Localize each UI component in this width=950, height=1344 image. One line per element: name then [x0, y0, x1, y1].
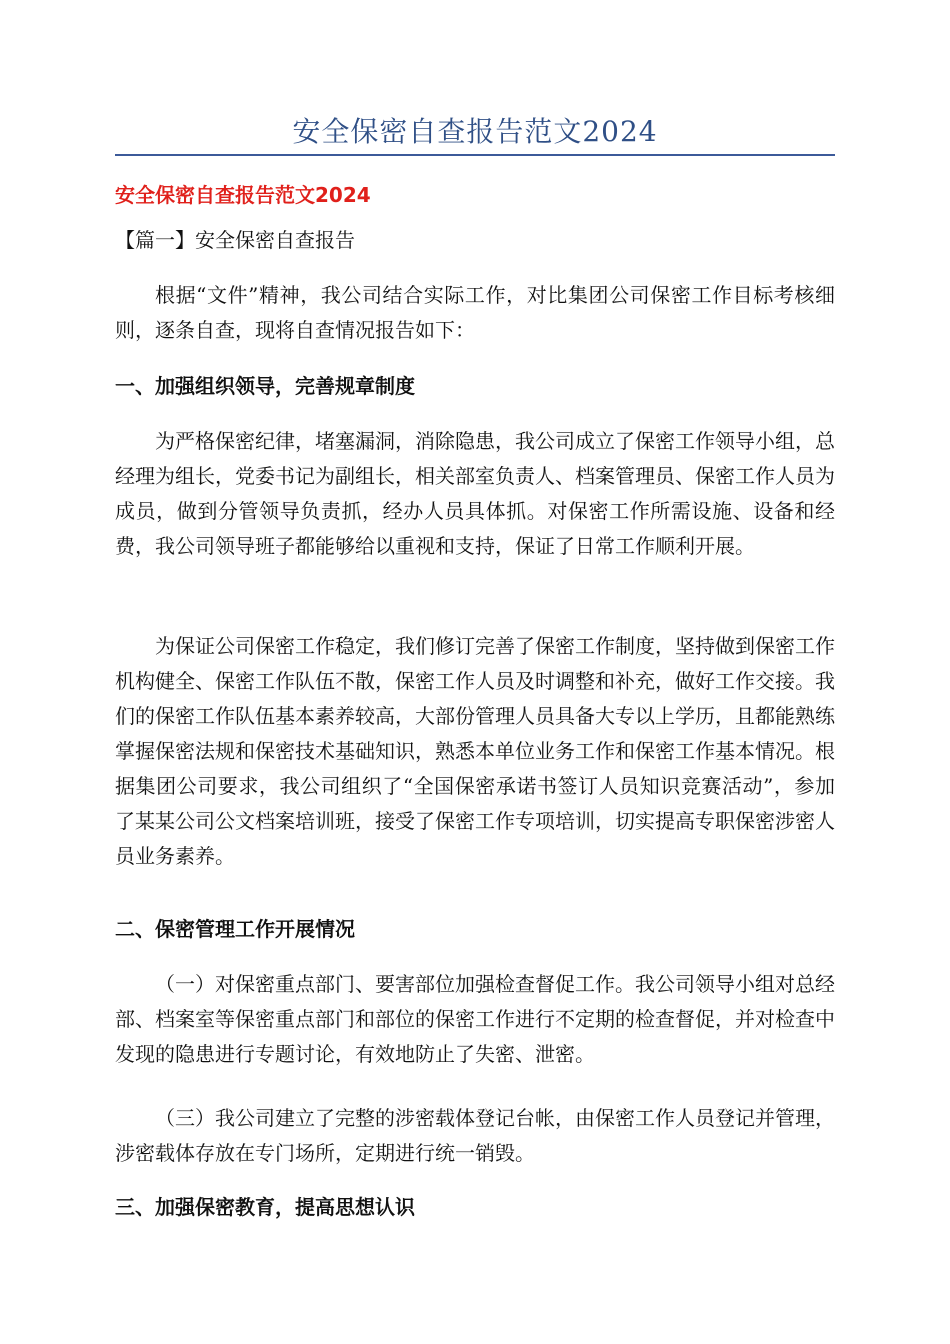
- document-subtitle: 安全保密自查报告范文2024: [115, 183, 371, 207]
- section-heading-3: 三、加强保密教育，提高思想认识: [115, 1195, 415, 1219]
- section-heading-2: 二、保密管理工作开展情况: [115, 917, 355, 941]
- title-underline: [115, 154, 835, 156]
- section-1-paragraph-1: 为严格保密纪律，堵塞漏洞，消除隐患，我公司成立了保密工作领导小组，总经理为组长，党委书记为副组长，相关部室负责人、档案管理员、保密工作人员为成员，做到分管领导负责抓，经办人员具体抓。对保密工作所需设施、设备和经费，我公司领导班子都能够给以重视和支持，保证了日常工作顺利开展。: [115, 429, 835, 558]
- intro-paragraph: 根据“文件”精神，我公司结合实际工作，对比集团公司保密工作目标考核细则，逐条自查，现将自查情况报告如下：: [115, 283, 835, 342]
- document-title: 安全保密自查报告范文2024: [292, 115, 658, 148]
- section-heading-1: 一、加强组织领导，完善规章制度: [115, 374, 415, 398]
- section-2-paragraph-1: （一）对保密重点部门、要害部位加强检查督促工作。我公司领导小组对总经部、档案室等保密重点部门和部位的保密工作进行不定期的检查督促，并对检查中发现的隐患进行专题讨论，有效地防止了失密、泄密。: [115, 972, 835, 1066]
- section-2-paragraph-2: （三）我公司建立了完整的涉密载体登记台帐，由保密工作人员登记并管理，涉密载体存放在专门场所，定期进行统一销毁。: [115, 1106, 835, 1165]
- part-label: 【篇一】安全保密自查报告: [115, 228, 355, 252]
- section-1-paragraph-2: 为保证公司保密工作稳定，我们修订完善了保密工作制度，坚持做到保密工作机构健全、保密工作队伍不散，保密工作人员及时调整和补充，做好工作交接。我们的保密工作队伍基本素养较高，大部份管理人员具备大专以上学历，且都能熟练掌握保密法规和保密技术基础知识，熟悉本单位业务工作和保密工作基本情况。根据集团公司要求，我公司组织了“全国保密承诺书签订人员知识竞赛活动”，参加了某某公司公文档案培训班，接受了保密工作专项培训，切实提高专职保密涉密人员业务素养。: [115, 634, 835, 868]
